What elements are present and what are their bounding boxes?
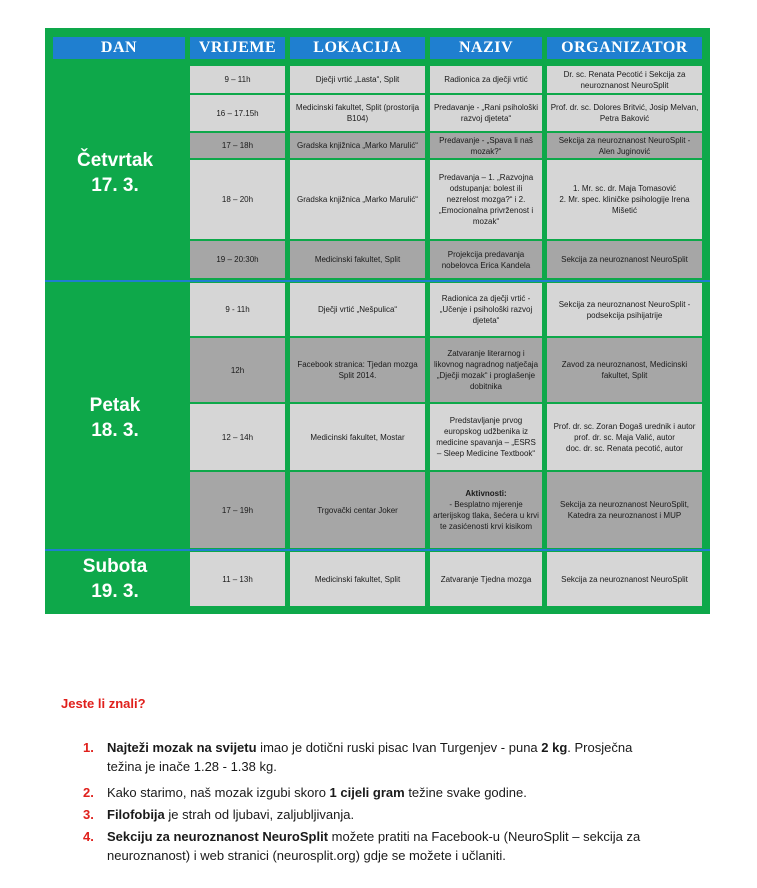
fact-bold: Najteži mozak na svijetu xyxy=(107,740,257,755)
title-cell-text: Predavanja – 1. „Razvojna odstupanja: bolest ili nezrelost mozga?“ i 2. „Emocionalna privrženost i mozak“ xyxy=(438,173,534,226)
day-name: Subota xyxy=(82,556,148,577)
organizer-cell-text: Dr. sc. Renata Pecotić i Sekcija za neuroznanost NeuroSplit xyxy=(563,69,686,90)
title-cell-text: Predavanje - „Rani psihološki razvoj djeteta“ xyxy=(433,103,539,123)
organizer-cell-text: Sekcija za neuroznanost NeuroSplit - Alen Juginović xyxy=(558,135,691,156)
title-cell-text: Projekcija predavanja nobelovca Erica Kandela xyxy=(441,249,531,270)
time-cell-text: 9 - 11h xyxy=(225,305,250,314)
location-cell-text: Dječji vrtić „Lasta“, Split xyxy=(315,75,400,84)
fact-bold: 1 cijeli gram xyxy=(329,785,405,800)
organizer-cell-text: Sekcija za neuroznanost NeuroSplit - podsekcija psihijatrije xyxy=(558,299,691,320)
fact-number: 1. xyxy=(83,740,94,755)
time-cell-text: 19 – 20:30h xyxy=(216,255,259,264)
fact-text: . Prosječna težina je inače 1.28 - 1.38 kg. xyxy=(107,740,633,774)
time-cell-text: 16 – 17.15h xyxy=(216,108,259,118)
fact-number: 2. xyxy=(83,785,94,800)
title-cell-text: Predavanje - „Spava li naš mozak?“ xyxy=(439,135,533,156)
header-naziv: NAZIV xyxy=(430,37,542,59)
fact-number: 3. xyxy=(83,807,94,822)
location-cell-text: Gradska knjižnica „Marko Marulić“ xyxy=(297,195,418,204)
day-date: 19. 3. xyxy=(91,581,139,602)
organizer-cell-text: Zavod za neuroznanost, Medicinski fakultet, Split xyxy=(561,360,688,380)
title-cell-text: Zatvaranje literarnog i likovnog nagradnog natječaja „Dječji mozak“ i proglašenje dobitnika xyxy=(433,349,539,391)
header-lokacija: LOKACIJA xyxy=(290,37,425,59)
time-cell-text: 17 – 18h xyxy=(221,141,254,150)
organizer-cell-text: Sekcija za neuroznanost NeuroSplit xyxy=(561,255,688,264)
location-cell-text: Medicinski fakultet, Split xyxy=(314,255,401,264)
fact-bold: Sekciju za neuroznanost NeuroSplit xyxy=(107,829,329,844)
fact-text: Kako starimo, naš mozak izgubi skoro xyxy=(107,785,330,800)
title-cell-text: Radionica za dječji vrtić - „Učenje i psihološki razvoj djeteta“ xyxy=(439,294,533,325)
organizer-cell-text: Prof. dr. sc. Zoran Đogaš urednik i autor prof. dr. sc. Maja Valić, autor doc. dr. sc. Renata pecotić, autor xyxy=(553,421,696,453)
day-name: Četvrtak xyxy=(76,150,154,171)
title-cell-text: Zatvaranje Tjedna mozga xyxy=(440,574,532,584)
title-cell-text: Radionica za dječji vrtić xyxy=(444,75,528,84)
time-cell-text: 12 – 14h xyxy=(221,432,254,442)
title-cell-text: - Besplatno mjerenje arterijskog tlaka, šećera u krvi te zasićenosti krvi kisikom xyxy=(433,500,539,531)
fact-text: možete pratiti na Facebook-u (NeuroSplit – sekcija za neuroznanost) i web stranici (neurosplit.org) gdje se možete i učlaniti. xyxy=(107,829,641,863)
fact-text: težine svake godine. xyxy=(404,785,527,800)
fact-bold: 2 kg xyxy=(541,740,568,755)
time-cell-text: 11 – 13h xyxy=(222,574,253,584)
day-date: 17. 3. xyxy=(91,175,139,196)
fact-text: je strah od ljubavi, zaljubljivanja. xyxy=(164,807,355,822)
facts-title: Jeste li znali? xyxy=(61,696,146,711)
header-dan: DAN xyxy=(53,37,185,59)
location-cell-text: Medicinski fakultet, Mostar xyxy=(310,432,405,442)
header-organizator: ORGANIZATOR xyxy=(547,37,702,59)
location-cell-text: Dječji vrtić „Nešpulica“ xyxy=(317,305,398,314)
header-vrijeme: VRIJEME xyxy=(190,37,285,59)
time-cell-text: 9 – 11h xyxy=(224,75,251,84)
location-cell-text: Medicinski fakultet, Split (prostorija B104) xyxy=(295,103,420,123)
organizer-cell-text: 1. Mr. sc. dr. Maja Tomasović 2. Mr. spec. kliničke psihologije Irena Mišetić xyxy=(559,184,690,215)
location-cell-text: Trgovački centar Joker xyxy=(317,505,398,515)
time-cell-text: 12h xyxy=(230,365,245,375)
organizer-cell-text: Sekcija za neuroznanost NeuroSplit xyxy=(561,574,688,584)
fact-bold: Filofobija xyxy=(107,807,165,822)
location-cell-text: Medicinski fakultet, Split xyxy=(314,574,401,584)
fact-number: 4. xyxy=(83,829,94,844)
day-name: Petak xyxy=(89,395,141,416)
organizer-cell-text: Prof. dr. sc. Dolores Britvić, Josip Melvan, Petra Baković xyxy=(550,103,699,123)
time-cell-text: 18 – 20h xyxy=(221,195,254,204)
organizer-cell-text: Sekcija za neuroznanost NeuroSplit, Katedra za neuroznanost i MUP xyxy=(560,500,689,520)
day-date: 18. 3. xyxy=(91,420,139,441)
title-cell-text: Predstavljanje prvog europskog udžbenika iz medicine spavanja – „ESRS – Sleep Medicine Textbook“ xyxy=(436,416,536,458)
fact-text: imao je dotični ruski pisac Ivan Turgenjev - puna xyxy=(256,740,542,755)
title-bold: Aktivnosti: xyxy=(465,489,507,498)
location-cell-text: Facebook stranica: Tjedan mozga Split 2014. xyxy=(297,360,418,380)
time-cell-text: 17 – 19h xyxy=(221,505,254,515)
location-cell-text: Gradska knjižnica „Marko Marulić“ xyxy=(297,141,418,150)
